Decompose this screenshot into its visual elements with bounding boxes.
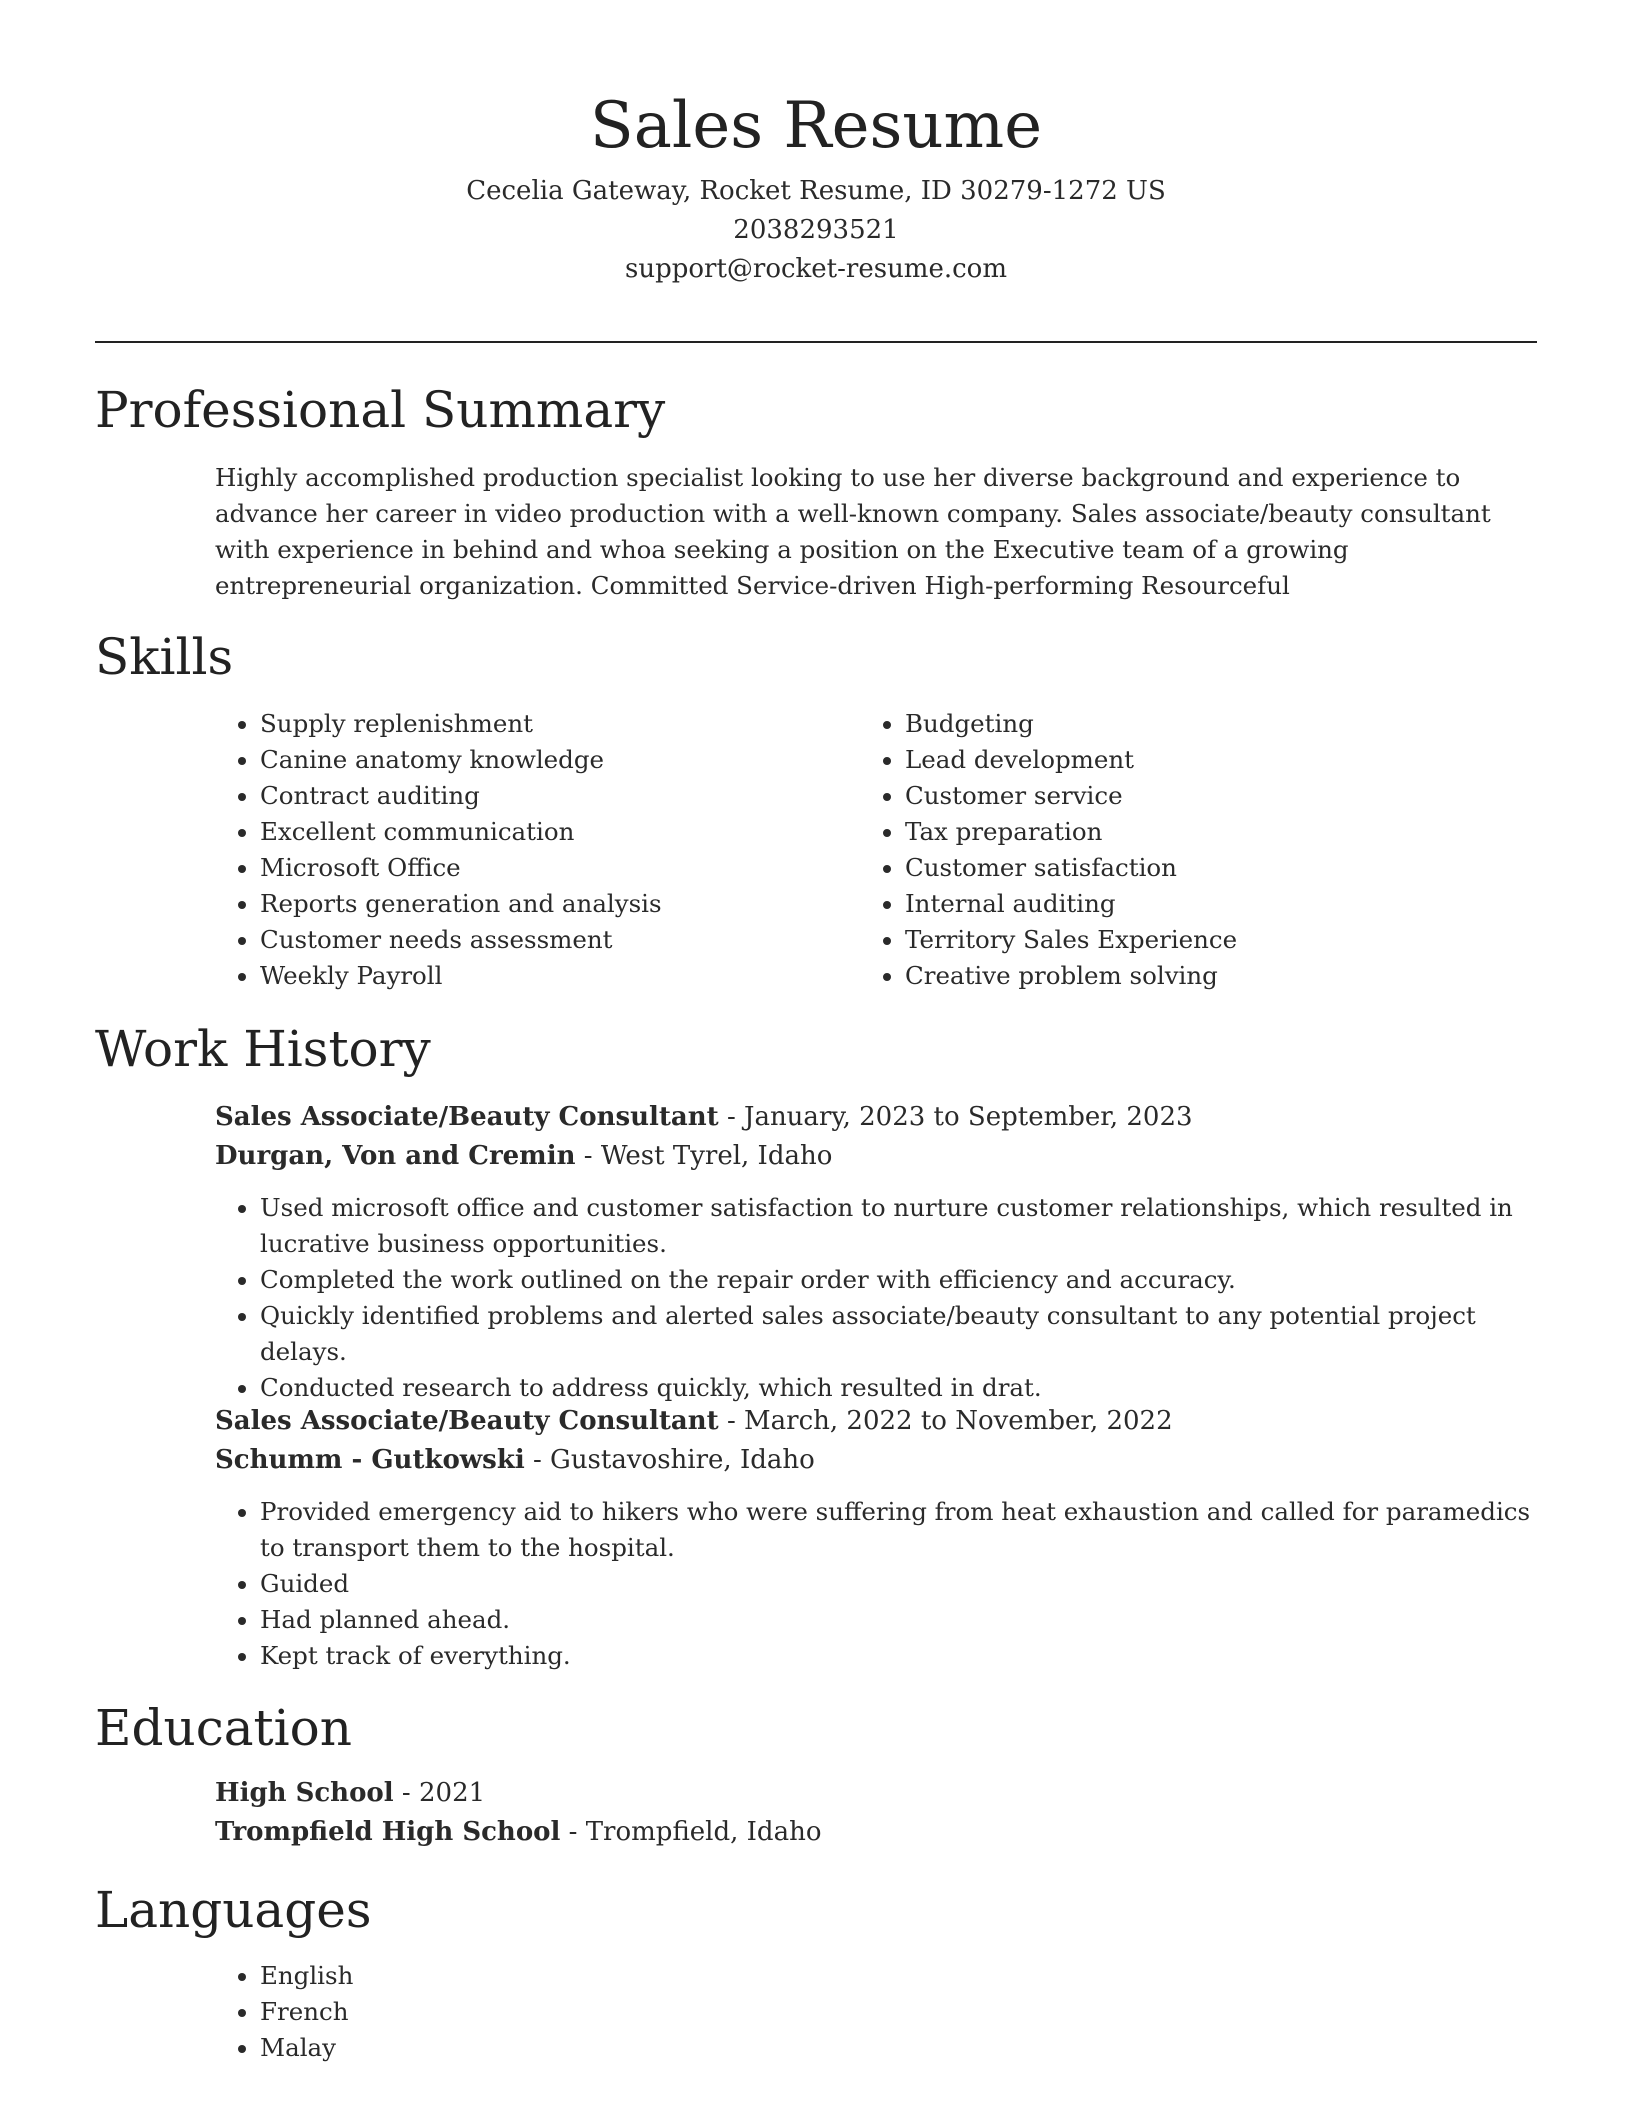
job-2-company-line [215,1441,1537,1480]
job-2-company: Schumm - Gutkowski [215,1445,525,1475]
job-1-location: West Tyrel, Idaho [600,1141,833,1171]
contact-email: support@rocket-resume.com [624,254,1007,284]
skill-item: • Territory Sales Experience [905,922,1480,958]
header-divider [95,341,1537,343]
skill-item: • Customer service [905,778,1480,814]
skill-item: • Tax preparation [905,814,1480,850]
job-1-bullet-list [215,1190,1537,1406]
job-bullet: • Guided [260,1566,1537,1602]
separator: - [560,1817,586,1847]
skills-column-left [215,706,835,994]
job-1-dates: January, 2023 to September, 2023 [744,1102,1193,1132]
job-bullet: • Kept track of everything. [260,1638,1537,1674]
education-entry [215,1774,1537,1852]
job-1-company: Durgan, Von and Cremin [215,1141,576,1171]
job-2-bullet-list [215,1494,1537,1674]
skill-item: • Excellent communication [260,814,835,850]
section-title-summary: Professional Summary [95,381,666,439]
job-2-title-line [215,1402,1537,1441]
job-bullet: • Completed the work outlined on the repair order with efficiency and accuracy. [260,1262,1537,1298]
separator: - [575,1141,601,1171]
skills-list-left [215,706,835,994]
section-title-education: Education [95,1699,352,1757]
job-bullet: • Used microsoft office and customer satisfaction to nurture customer relationships, which resulted in lucrative business opportunities. [260,1190,1537,1262]
language-item: • Malay [260,2030,1537,2066]
job-2-location: Gustavoshire, Idaho [550,1445,815,1475]
job-1-bullets [215,1190,1537,1406]
job-1-title-line [215,1098,1537,1137]
job-1-company-line [215,1137,1537,1176]
job-bullet: • Quickly identified problems and alerted sales associate/beauty consultant to any potential project delays. [260,1298,1537,1370]
resume-title: Sales Resume [589,89,1043,163]
resume-header [95,80,1537,289]
skill-item: • Weekly Payroll [260,958,835,994]
education-school-line [215,1813,1537,1852]
skill-item: • Canine anatomy knowledge [260,742,835,778]
education-degree-line [215,1774,1537,1813]
section-title-languages: Languages [95,1881,372,1939]
job-bullet: • Had planned ahead. [260,1602,1537,1638]
skill-item: • Microsoft Office [260,850,835,886]
separator: - [524,1445,551,1475]
job-1-role: Sales Associate/Beauty Consultant [215,1102,719,1132]
languages-list [215,1958,1537,2066]
skill-item: • Customer satisfaction [905,850,1480,886]
job-1-header [215,1098,1537,1176]
section-title-work-history: Work History [95,1020,431,1078]
skill-item: • Creative problem solving [905,958,1480,994]
skill-item: • Internal auditing [905,886,1480,922]
summary-text: Highly accomplished production specialist looking to use her diverse background and experience to advance her career in video production with a well-known company. Sales associate/beauty consultant with experience in behind and whoa seeking a position on the Executive team of a growing entrepreneurial organization. Committed Service-driven High-performing Resourceful [215,463,1491,600]
skill-item: • Budgeting [905,706,1480,742]
separator: - [718,1102,745,1132]
skill-item: • Supply replenishment [260,706,835,742]
education-school: Trompfield High School [215,1817,561,1847]
skill-item: • Customer needs assessment [260,922,835,958]
language-item: • English [260,1958,1537,1994]
languages-list-wrap [215,1958,1537,2066]
skill-item: • Lead development [905,742,1480,778]
job-2-dates: March, 2022 to November, 2022 [744,1406,1173,1436]
job-bullet: • Provided emergency aid to hikers who were suffering from heat exhaustion and called for paramedics to transport them to the hospital. [260,1494,1537,1566]
separator: - [393,1778,419,1808]
contact-address: Cecelia Gateway, Rocket Resume, ID 30279-1272 US [466,176,1166,206]
skills-column-right [860,706,1480,994]
job-bullet: • Conducted research to address quickly, which resulted in drat. [260,1370,1537,1406]
education-degree: High School [215,1778,394,1808]
skill-item: • Reports generation and analysis [260,886,835,922]
skills-list-right [860,706,1480,994]
skill-item: • Contract auditing [260,778,835,814]
education-year: 2021 [418,1778,486,1808]
language-item: • French [260,1994,1537,2030]
education-location: Trompfield, Idaho [585,1817,822,1847]
contact-phone: 2038293521 [733,215,899,245]
job-2-role: Sales Associate/Beauty Consultant [215,1406,719,1436]
job-2-header [215,1402,1537,1480]
job-2-bullets [215,1494,1537,1674]
section-title-skills: Skills [95,628,234,686]
separator: - [718,1406,745,1436]
